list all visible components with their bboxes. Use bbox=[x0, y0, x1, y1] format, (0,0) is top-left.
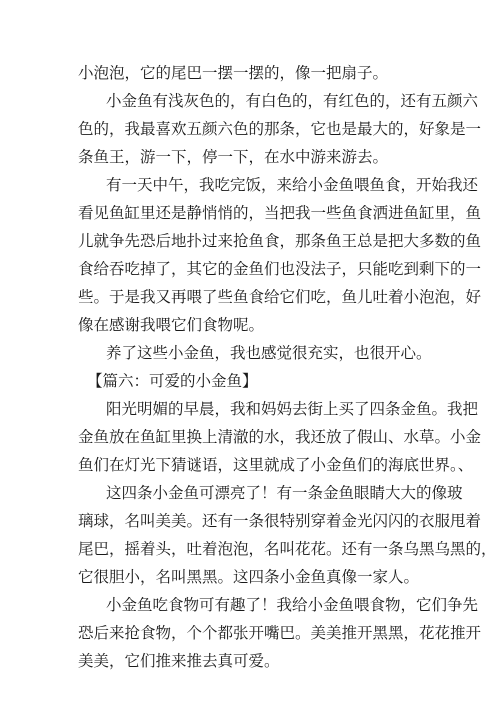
text-line: 像在感谢我喂它们食物呢。 bbox=[78, 316, 265, 334]
text-line: 尾巴，摇着头，吐着泡泡，名叫花花。还有一条乌黑乌黑的， bbox=[78, 540, 497, 558]
text-line: 看见鱼缸里还是静悄悄的，当把我一些鱼食洒进鱼缸里，鱼 bbox=[78, 204, 482, 222]
text-line: 它很胆小，名叫黑黑。这四条小金鱼真像一家人。 bbox=[78, 568, 420, 586]
text-line: 小金鱼有浅灰色的，有白色的，有红色的，还有五颜六 bbox=[106, 92, 479, 110]
text-line: 金鱼放在鱼缸里换上清澈的水，我还放了假山、水草。小金 bbox=[78, 428, 482, 446]
text-line: 色的，我最喜欢五颜六色的那条，它也是最大的，好象是一 bbox=[78, 120, 482, 138]
text-line: 小金鱼吃食物可有趣了！我给小金鱼喂食物，它们争先 bbox=[106, 596, 479, 614]
text-line: 小泡泡，它的尾巴一摆一摆的，像一把扇子。 bbox=[78, 64, 389, 82]
text-line: 有一天中午，我吃完饭，来给小金鱼喂鱼食，开始我还 bbox=[106, 176, 479, 194]
text-line: 美美，它们推来推去真可爱。 bbox=[78, 652, 280, 670]
text-line: 儿就争先恐后地扑过来抢鱼食，那条鱼王总是把大多数的鱼 bbox=[78, 232, 482, 250]
text-line: 璃球，名叫美美。还有一条很特别穿着金光闪闪的衣服甩着 bbox=[78, 512, 482, 530]
text-line: 养了这些小金鱼，我也感觉很充实，也很开心。 bbox=[106, 344, 432, 362]
text-line: 鱼们在灯光下猜谜语，这里就成了小金鱼们的海底世界。、 bbox=[78, 456, 474, 474]
text-line: 些。于是我又再喂了些鱼食给它们吃，鱼儿吐着小泡泡，好 bbox=[78, 288, 482, 306]
text-line: 条鱼王，游一下，停一下，在水中游来游去。 bbox=[78, 148, 389, 166]
text-line: 食给吞吃掉了，其它的金鱼们也没法子，只能吃到剩下的一 bbox=[78, 260, 482, 278]
section-heading: 【篇六：可爱的小金鱼】 bbox=[87, 372, 258, 390]
text-line: 恐后来抢食物，个个都张开嘴巴。美美推开黑黑，花花推开 bbox=[78, 624, 482, 642]
text-line: 阳光明媚的早晨，我和妈妈去街上买了四条金鱼。我把 bbox=[106, 400, 479, 418]
text-line: 这四条小金鱼可漂亮了！有一条金鱼眼睛大大的像玻 bbox=[106, 484, 463, 502]
